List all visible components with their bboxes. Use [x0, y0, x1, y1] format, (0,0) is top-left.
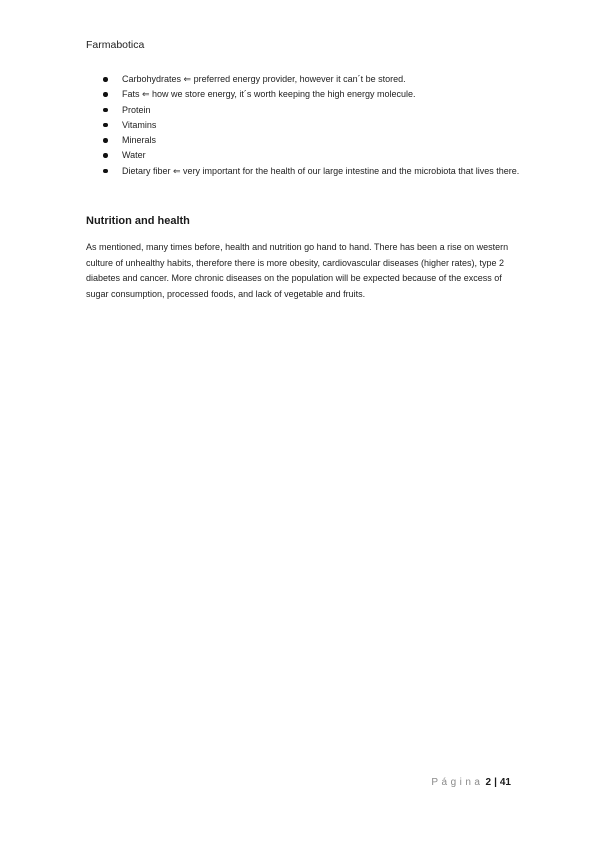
bullet-icon [103, 123, 108, 128]
page-footer [431, 777, 511, 788]
bullet-icon [103, 138, 108, 143]
document-header-title: Farmabotica [86, 39, 145, 51]
bullet-text: Water [122, 150, 146, 161]
bullet-item-minerals [86, 133, 526, 148]
bullet-item-protein [86, 103, 526, 118]
body-paragraph: As mentioned, many times before, health and nutrition go hand to hand. There has been a rise on western culture of unhealthy habits, therefore there is more obesity, cardiovascular diseases (higher rates), type 2 diabetes and cancer. More chronic diseases on the population will be expected because of the excess of sugar consumption, processed foods, and lack of vegetable and fruits. [86, 242, 509, 299]
bullet-item-vitamins [86, 118, 526, 133]
bullet-icon [103, 169, 108, 174]
section-heading: Nutrition and health [86, 215, 190, 227]
page-separator: | [494, 777, 497, 788]
bullet-text: Fats ⇐ how we store energy, it´s worth keeping the high energy molecule. [122, 89, 416, 100]
bullet-icon [103, 92, 108, 97]
page-total: 41 [499, 777, 511, 788]
bullet-item-carbohydrates [86, 72, 526, 87]
bullet-icon [103, 77, 108, 82]
bullet-text: Dietary fiber ⇐ very important for the health of our large intestine and the microbiota that lives there. [122, 165, 520, 176]
bullet-text: Carbohydrates ⇐ preferred energy provider, however it can´t be stored. [122, 74, 406, 84]
bullet-icon [103, 153, 108, 158]
page-label: Página [431, 777, 484, 788]
nutrient-bullet-list [86, 72, 526, 179]
bullet-item-water [86, 148, 526, 163]
bullet-text: Minerals [122, 135, 157, 146]
bullet-text: Vitamins [122, 119, 157, 130]
bullet-icon [103, 108, 108, 113]
bullet-item-fats [86, 87, 526, 102]
page-number: 2 [485, 777, 492, 788]
bullet-item-dietary-fiber [86, 164, 526, 179]
bullet-text: Protein [122, 104, 151, 115]
